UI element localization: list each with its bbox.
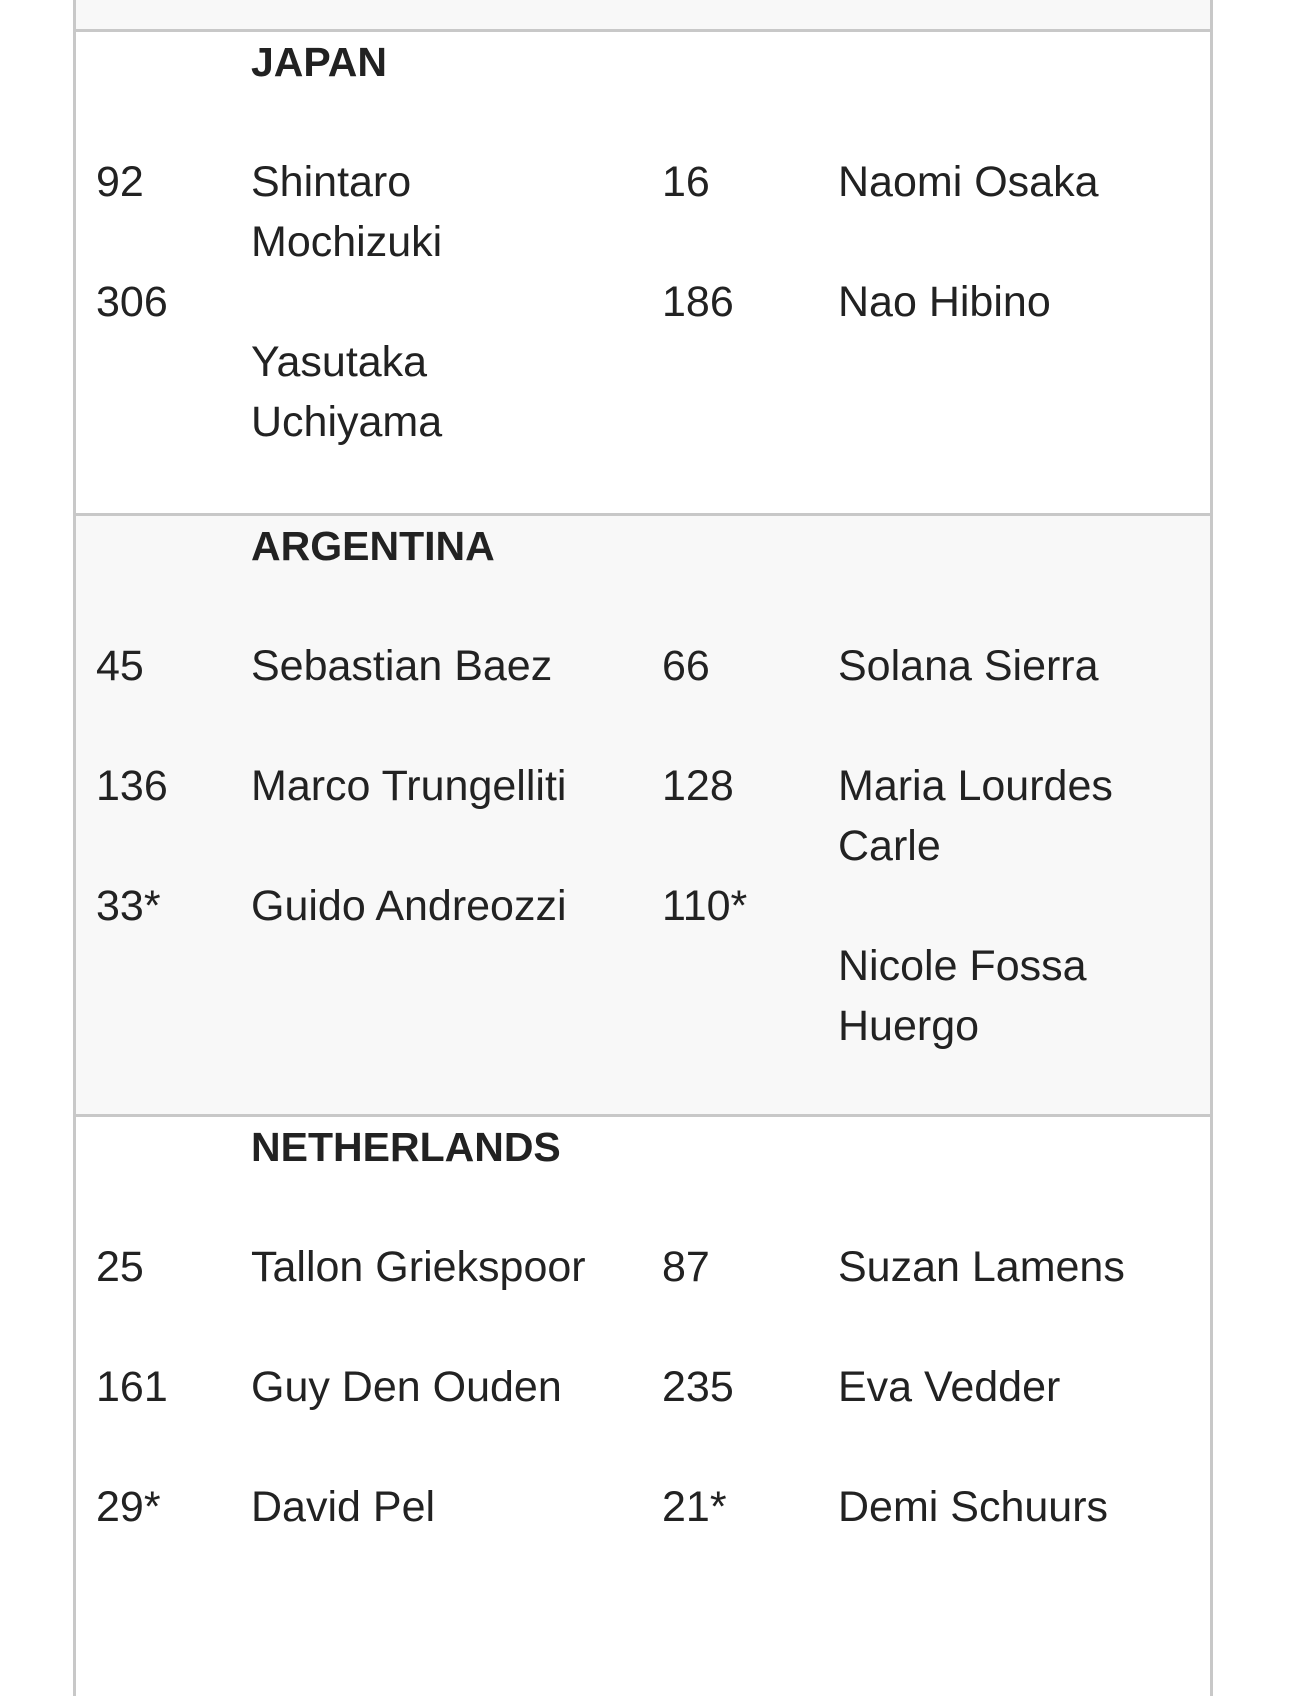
- men-player-name: Uchiyama: [251, 398, 443, 446]
- women-rank: 235: [662, 1363, 734, 1411]
- men-player-name: Mochizuki: [251, 218, 443, 266]
- country-section-japan: [76, 32, 1210, 516]
- women-player-name: Carle: [838, 822, 941, 870]
- women-rank: 16: [662, 158, 710, 206]
- men-player-name: Yasutaka: [251, 338, 428, 386]
- country-heading: ARGENTINA: [251, 523, 495, 569]
- men-rank: 161: [96, 1363, 168, 1411]
- country-heading: NETHERLANDS: [251, 1124, 561, 1170]
- women-rank: 110*: [662, 882, 748, 930]
- women-player-name: Naomi Osaka: [838, 158, 1099, 206]
- women-rank: 186: [662, 278, 734, 326]
- women-player-name: Huergo: [838, 1002, 980, 1050]
- women-rank: 87: [662, 1243, 710, 1291]
- women-player-name: Demi Schuurs: [838, 1483, 1109, 1531]
- men-rank: 25: [96, 1243, 144, 1291]
- men-player-name: David Pel: [251, 1483, 436, 1531]
- women-rank: 21*: [662, 1483, 727, 1531]
- men-rank: 92: [96, 158, 144, 206]
- men-rank: 136: [96, 762, 168, 810]
- country-section-argentina: [76, 516, 1210, 1117]
- men-rank: 306: [96, 278, 168, 326]
- men-rank: 45: [96, 642, 144, 690]
- women-player-name: Maria Lourdes: [838, 762, 1113, 810]
- men-rank: 33*: [96, 882, 161, 930]
- previous-section-end: [76, 0, 1210, 32]
- women-player-name: Nao Hibino: [838, 278, 1051, 326]
- men-player-name: Guido Andreozzi: [251, 882, 567, 930]
- country-heading: JAPAN: [251, 39, 387, 85]
- men-player-name: Sebastian Baez: [251, 642, 553, 690]
- women-player-name: Solana Sierra: [838, 642, 1099, 690]
- nations-table: [73, 0, 1213, 1696]
- women-player-name: Nicole Fossa: [838, 942, 1087, 990]
- men-player-name: Marco Trungelliti: [251, 762, 567, 810]
- women-rank: 66: [662, 642, 710, 690]
- men-player-name: Tallon Griekspoor: [251, 1243, 586, 1291]
- women-rank: 128: [662, 762, 734, 810]
- men-player-name: Shintaro: [251, 158, 412, 206]
- men-player-name: Guy Den Ouden: [251, 1363, 562, 1411]
- women-player-name: Suzan Lamens: [838, 1243, 1125, 1291]
- women-player-name: Eva Vedder: [838, 1363, 1061, 1411]
- country-section-netherlands: [76, 1117, 1210, 1697]
- men-rank: 29*: [96, 1483, 161, 1531]
